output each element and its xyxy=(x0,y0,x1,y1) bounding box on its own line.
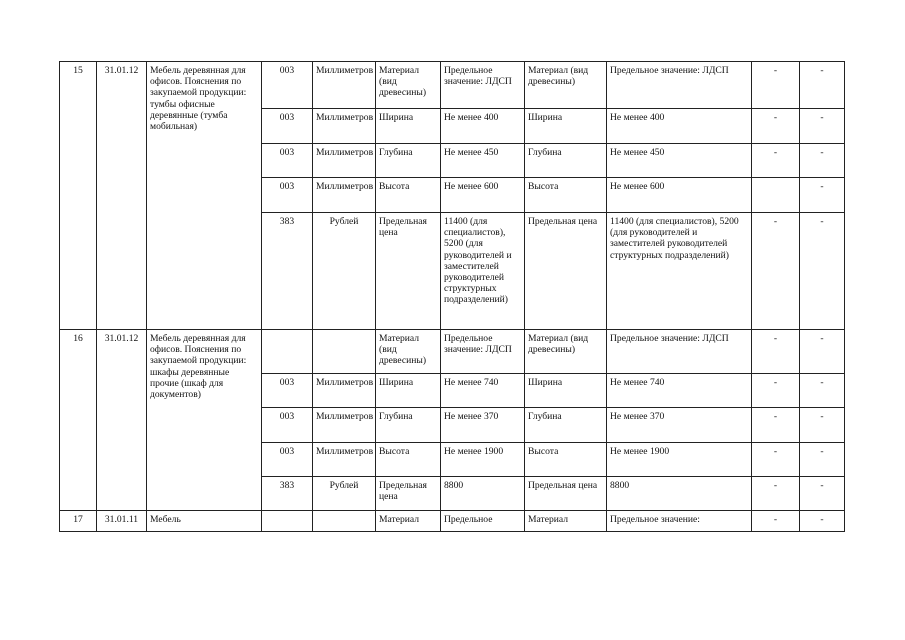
okei-code: 003 xyxy=(262,109,313,144)
characteristic-value: Предельное значение: ЛДСП xyxy=(441,62,525,109)
table-row xyxy=(60,511,845,532)
characteristic-approved: Ширина xyxy=(525,374,607,408)
okei-code: 003 xyxy=(262,374,313,408)
characteristic-approved: Материал xyxy=(525,511,607,532)
function-cell: - xyxy=(800,511,845,532)
value-approved: Предельное значение: ЛДСП xyxy=(607,330,752,374)
characteristic-value: Не менее 400 xyxy=(441,109,525,144)
unit-name xyxy=(313,511,376,532)
okei-code: 003 xyxy=(262,443,313,477)
characteristic-value: 11400 (для специалистов), 5200 (для руководителей и заместителей руководителей структурных подразделений) xyxy=(441,213,525,330)
okei-code: 003 xyxy=(262,178,313,213)
characteristic-value: 8800 xyxy=(441,477,525,511)
unit-name: Миллиметров xyxy=(313,443,376,477)
okpd2-code: 31.01.11 xyxy=(97,511,147,532)
characteristic-value: Предельное значение: ЛДСП xyxy=(441,330,525,374)
product-name: Мебель деревянная для офисов. Пояснения по закупаемой продукции: шкафы деревянные прочие (шкаф для документов) xyxy=(147,330,262,511)
characteristic-value: Не менее 370 xyxy=(441,408,525,443)
characteristic: Глубина xyxy=(376,408,441,443)
unit-name: Миллиметров xyxy=(313,62,376,109)
function-cell: - xyxy=(800,443,845,477)
justification-cell xyxy=(752,178,800,213)
justification-cell: - xyxy=(752,408,800,443)
value-approved: Предельное значение: xyxy=(607,511,752,532)
table-row xyxy=(60,62,845,109)
function-cell: - xyxy=(800,477,845,511)
characteristic: Ширина xyxy=(376,109,441,144)
characteristic-approved: Материал (вид древесины) xyxy=(525,62,607,109)
characteristic: Ширина xyxy=(376,374,441,408)
characteristic-approved: Предельная цена xyxy=(525,477,607,511)
unit-name xyxy=(313,330,376,374)
unit-name: Миллиметров xyxy=(313,109,376,144)
row-number: 16 xyxy=(60,330,97,511)
value-approved: Предельное значение: ЛДСП xyxy=(607,62,752,109)
characteristic: Материал (вид древесины) xyxy=(376,330,441,374)
value-approved: Не менее 1900 xyxy=(607,443,752,477)
characteristic-value: Предельное xyxy=(441,511,525,532)
characteristic-approved: Ширина xyxy=(525,109,607,144)
value-approved: Не менее 450 xyxy=(607,144,752,178)
justification-cell: - xyxy=(752,62,800,109)
value-approved: Не менее 600 xyxy=(607,178,752,213)
function-cell: - xyxy=(800,144,845,178)
value-approved: Не менее 400 xyxy=(607,109,752,144)
unit-name: Рублей xyxy=(313,213,376,330)
function-cell: - xyxy=(800,62,845,109)
okei-code: 003 xyxy=(262,144,313,178)
unit-name: Миллиметров xyxy=(313,178,376,213)
row-number: 15 xyxy=(60,62,97,330)
okei-code: 383 xyxy=(262,213,313,330)
justification-cell: - xyxy=(752,374,800,408)
function-cell: - xyxy=(800,374,845,408)
okei-code: 003 xyxy=(262,408,313,443)
justification-cell: - xyxy=(752,443,800,477)
function-cell: - xyxy=(800,213,845,330)
unit-name: Рублей xyxy=(313,477,376,511)
characteristic: Материал xyxy=(376,511,441,532)
characteristic-approved: Предельная цена xyxy=(525,213,607,330)
okpd2-code: 31.01.12 xyxy=(97,330,147,511)
okei-code: 383 xyxy=(262,477,313,511)
requirements-table xyxy=(59,61,845,532)
justification-cell: - xyxy=(752,511,800,532)
characteristic-value: Не менее 600 xyxy=(441,178,525,213)
characteristic-value: Не менее 1900 xyxy=(441,443,525,477)
characteristic: Предельная цена xyxy=(376,477,441,511)
okpd2-code: 31.01.12 xyxy=(97,62,147,330)
unit-name: Миллиметров xyxy=(313,408,376,443)
justification-cell: - xyxy=(752,477,800,511)
justification-cell: - xyxy=(752,144,800,178)
value-approved: 11400 (для специалистов), 5200 (для руководителей и заместителей руководителей структурных подразделений) xyxy=(607,213,752,330)
justification-cell: - xyxy=(752,330,800,374)
function-cell: - xyxy=(800,408,845,443)
characteristic-approved: Глубина xyxy=(525,144,607,178)
function-cell: - xyxy=(800,178,845,213)
unit-name: Миллиметров xyxy=(313,374,376,408)
justification-cell: - xyxy=(752,109,800,144)
okei-code xyxy=(262,511,313,532)
product-name: Мебель деревянная для офисов. Пояснения по закупаемой продукции: тумбы офисные деревянные (тумба мобильная) xyxy=(147,62,262,330)
characteristic-approved: Высота xyxy=(525,443,607,477)
okei-code xyxy=(262,330,313,374)
characteristic: Глубина xyxy=(376,144,441,178)
unit-name: Миллиметров xyxy=(313,144,376,178)
product-name: Мебель xyxy=(147,511,262,532)
characteristic: Высота xyxy=(376,443,441,477)
value-approved: 8800 xyxy=(607,477,752,511)
characteristic: Материал (вид древесины) xyxy=(376,62,441,109)
characteristic-approved: Высота xyxy=(525,178,607,213)
function-cell: - xyxy=(800,109,845,144)
function-cell: - xyxy=(800,330,845,374)
value-approved: Не менее 370 xyxy=(607,408,752,443)
justification-cell: - xyxy=(752,213,800,330)
table-row xyxy=(60,330,845,374)
row-number: 17 xyxy=(60,511,97,532)
okei-code: 003 xyxy=(262,62,313,109)
characteristic-value: Не менее 740 xyxy=(441,374,525,408)
characteristic-approved: Материал (вид древесины) xyxy=(525,330,607,374)
characteristic: Предельная цена xyxy=(376,213,441,330)
characteristic: Высота xyxy=(376,178,441,213)
characteristic-value: Не менее 450 xyxy=(441,144,525,178)
characteristic-approved: Глубина xyxy=(525,408,607,443)
value-approved: Не менее 740 xyxy=(607,374,752,408)
